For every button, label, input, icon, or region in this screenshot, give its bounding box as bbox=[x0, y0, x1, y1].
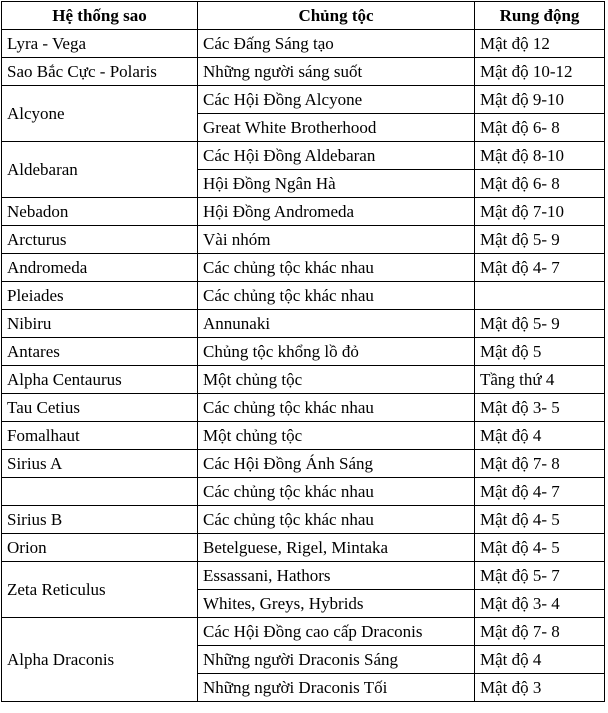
race-cell: Các Hội Đồng Ánh Sáng bbox=[198, 450, 475, 478]
table-row bbox=[2, 394, 605, 422]
table-row bbox=[2, 478, 605, 506]
star-system-cell: Arcturus bbox=[2, 226, 198, 254]
race-cell: Những người Draconis Tối bbox=[198, 674, 475, 702]
vibration-cell bbox=[475, 282, 605, 310]
vibration-cell: Mật độ 12 bbox=[475, 30, 605, 58]
race-cell: Whites, Greys, Hybrids bbox=[198, 590, 475, 618]
table-row bbox=[2, 142, 605, 170]
vibration-cell: Mật độ 5- 9 bbox=[475, 226, 605, 254]
race-cell: Great White Brotherhood bbox=[198, 114, 475, 142]
vibration-cell: Mật độ 10-12 bbox=[475, 58, 605, 86]
race-cell: Các Đấng Sáng tạo bbox=[198, 30, 475, 58]
table-row bbox=[2, 534, 605, 562]
vibration-cell: Mật độ 3- 5 bbox=[475, 394, 605, 422]
star-system-cell: Andromeda bbox=[2, 254, 198, 282]
race-cell: Chủng tộc khổng lồ đỏ bbox=[198, 338, 475, 366]
table-row bbox=[2, 506, 605, 534]
star-system-cell: Alpha Draconis bbox=[2, 618, 198, 702]
vibration-cell: Mật độ 5- 9 bbox=[475, 310, 605, 338]
race-cell: Các chủng tộc khác nhau bbox=[198, 478, 475, 506]
table-row bbox=[2, 562, 605, 590]
vibration-cell: Mật độ 4- 5 bbox=[475, 534, 605, 562]
vibration-cell: Mật độ 4- 7 bbox=[475, 254, 605, 282]
race-cell: Annunaki bbox=[198, 310, 475, 338]
star-system-cell: Tau Cetius bbox=[2, 394, 198, 422]
race-cell: Các chủng tộc khác nhau bbox=[198, 254, 475, 282]
table-row bbox=[2, 282, 605, 310]
vibration-cell: Mật độ 4 bbox=[475, 646, 605, 674]
race-cell: Hội Đồng Andromeda bbox=[198, 198, 475, 226]
table-row bbox=[2, 58, 605, 86]
star-system-cell: Nebadon bbox=[2, 198, 198, 226]
race-cell: Betelguese, Rigel, Mintaka bbox=[198, 534, 475, 562]
vibration-cell: Mật độ 3 bbox=[475, 674, 605, 702]
star-system-cell: Sao Bắc Cực - Polaris bbox=[2, 58, 198, 86]
vibration-cell: Mật độ 7- 8 bbox=[475, 618, 605, 646]
vibration-cell: Mật độ 4- 7 bbox=[475, 478, 605, 506]
vibration-cell: Mật độ 6- 8 bbox=[475, 114, 605, 142]
race-cell: Một chủng tộc bbox=[198, 422, 475, 450]
table-row bbox=[2, 422, 605, 450]
header-row bbox=[2, 2, 605, 30]
race-cell: Vài nhóm bbox=[198, 226, 475, 254]
race-cell: Các Hội Đồng cao cấp Draconis bbox=[198, 618, 475, 646]
race-cell: Hội Đồng Ngân Hà bbox=[198, 170, 475, 198]
star-system-cell: Nibiru bbox=[2, 310, 198, 338]
vibration-cell: Mật độ 5 bbox=[475, 338, 605, 366]
star-system-cell: Zeta Reticulus bbox=[2, 562, 198, 618]
star-system-cell: Lyra - Vega bbox=[2, 30, 198, 58]
table-row bbox=[2, 366, 605, 394]
star-system-cell: Sirius A bbox=[2, 450, 198, 478]
star-system-cell: Fomalhaut bbox=[2, 422, 198, 450]
vibration-cell: Mật độ 7- 8 bbox=[475, 450, 605, 478]
table-row bbox=[2, 618, 605, 646]
race-cell: Một chủng tộc bbox=[198, 366, 475, 394]
header-race: Chủng tộc bbox=[198, 2, 475, 30]
star-system-cell: Antares bbox=[2, 338, 198, 366]
table-row bbox=[2, 338, 605, 366]
star-system-cell: Alpha Centaurus bbox=[2, 366, 198, 394]
star-system-cell: Aldebaran bbox=[2, 142, 198, 198]
vibration-cell: Mật độ 6- 8 bbox=[475, 170, 605, 198]
star-system-cell: Sirius B bbox=[2, 506, 198, 534]
star-system-cell bbox=[2, 478, 198, 506]
race-cell: Các chủng tộc khác nhau bbox=[198, 506, 475, 534]
vibration-cell: Tầng thứ 4 bbox=[475, 366, 605, 394]
vibration-cell: Mật độ 5- 7 bbox=[475, 562, 605, 590]
table-row bbox=[2, 86, 605, 114]
table-row bbox=[2, 450, 605, 478]
race-cell: Những người Draconis Sáng bbox=[198, 646, 475, 674]
table-row bbox=[2, 310, 605, 338]
star-system-cell: Pleiades bbox=[2, 282, 198, 310]
vibration-cell: Mật độ 8-10 bbox=[475, 142, 605, 170]
table-row bbox=[2, 30, 605, 58]
race-cell: Các chủng tộc khác nhau bbox=[198, 282, 475, 310]
header-star-system: Hệ thống sao bbox=[2, 2, 198, 30]
race-cell: Essassani, Hathors bbox=[198, 562, 475, 590]
race-cell: Những người sáng suốt bbox=[198, 58, 475, 86]
table-row bbox=[2, 198, 605, 226]
star-system-cell: Alcyone bbox=[2, 86, 198, 142]
vibration-cell: Mật độ 4 bbox=[475, 422, 605, 450]
header-vibration: Rung động bbox=[475, 2, 605, 30]
vibration-cell: Mật độ 9-10 bbox=[475, 86, 605, 114]
vibration-cell: Mật độ 7-10 bbox=[475, 198, 605, 226]
race-cell: Các Hội Đồng Aldebaran bbox=[198, 142, 475, 170]
race-cell: Các chủng tộc khác nhau bbox=[198, 394, 475, 422]
star-systems-table bbox=[1, 1, 605, 702]
vibration-cell: Mật độ 3- 4 bbox=[475, 590, 605, 618]
race-cell: Các Hội Đồng Alcyone bbox=[198, 86, 475, 114]
table-row bbox=[2, 254, 605, 282]
star-system-cell: Orion bbox=[2, 534, 198, 562]
table-row bbox=[2, 226, 605, 254]
vibration-cell: Mật độ 4- 5 bbox=[475, 506, 605, 534]
